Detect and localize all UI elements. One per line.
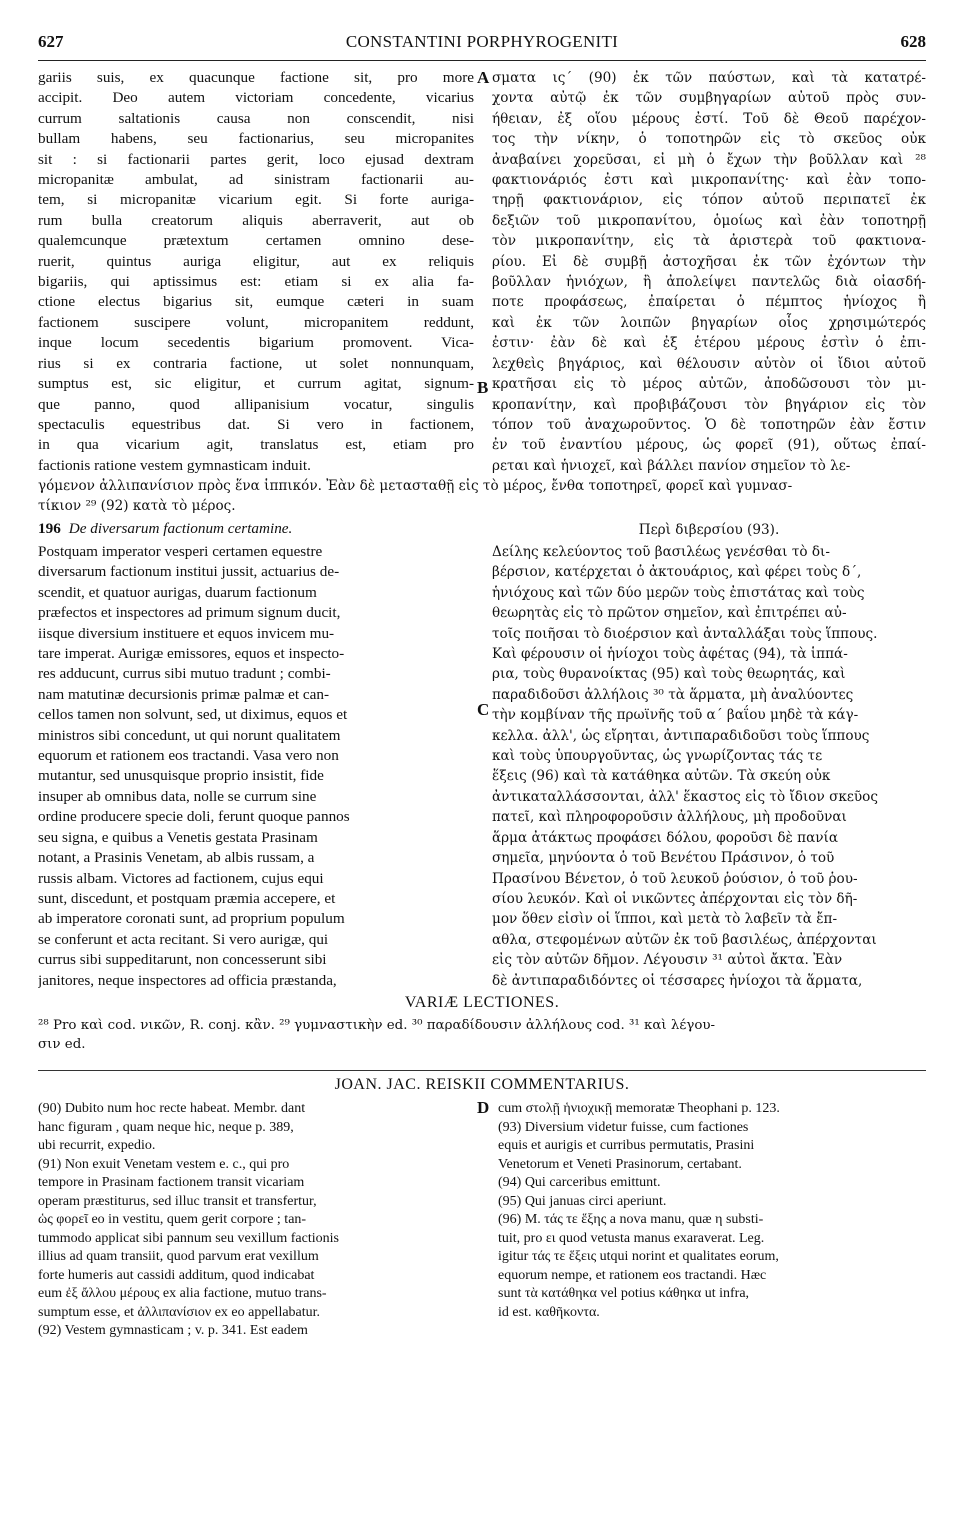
commentary-line: forte humeris aut cassidi additum, quod indicabat [38,1267,315,1283]
greek-line: Καὶ φέρουσιν οἱ ἡνίοχοι τοὺς ἀφέτας (94), τὰ ἱππά- [492,646,848,663]
latin-line: sunt, discedunt, et postquam præmia accepere, et [38,889,336,907]
latin-line: ruerit, quintus auriga eligitur, aut ex reliquis [38,252,474,270]
latin-line: se conferunt et acta recitant. Si vero aurigæ, qui [38,930,329,948]
greek-line: Πρασίνου Βένετον, ὁ τοῦ λευκοῦ ῥούσιον, ὁ τοῦ ῥου- [492,870,858,887]
latin-line: qualemcunque prætextum certamen omnino dese- [38,232,474,250]
greek-line: σματα ις΄ (90) ἐκ τῶν παύστων, καὶ τὰ κατατρέ- [492,70,926,86]
commentary-line: ubi recurrit, expedio. [38,1138,156,1153]
commentary-heading: JOAN. JAC. REISKII COMMENTARIUS. [334,1076,630,1093]
latin-column-bottom [38,542,474,991]
commentary-line: id est. καθῆκοντα. [498,1304,600,1320]
right-page-number: 628 [900,32,926,51]
margin-marker-b: B [477,378,489,397]
latin-line: bullam habens, seu factionarius, seu micropanites [38,130,474,148]
greek-line: χοντα αὐτῷ ἐκ τῶν συμβηγαρίων αὐτοῦ πρὸς συν- [492,90,926,107]
greek-line: Δείλης κελεύοντος τοῦ βασιλέως γενέσθαι τὸ δι- [492,544,830,560]
greek-line: φακτιονάριός ἐστι καὶ μικροπανίτης· καὶ ἐὰν τοπο- [492,172,926,189]
greek-line: τὴν κομβίναν τῆς πρωϊνῆς τοῦ α΄ βαΐου μηδὲ τὰ κάγ- [492,707,859,724]
section-number: 196 [38,520,61,537]
latin-line: janitores, neque inspectores ad officia præstanda, [38,971,337,989]
greek-full-width-continuation [38,476,926,517]
latin-line: currus sibi suppeditarunt, non concesserunt sibi [38,951,327,969]
margin-marker-a: A [477,68,490,87]
greek-line: ἐν τοῦ ἐναντίου μέρους, ὡς φορεῖ (91), οὕτως ἐπαί- [492,437,926,454]
commentary-line: (91) Non exuit Venetam vestem e. c., qui pro [38,1156,290,1172]
commentary-line: (90) Dubito num hoc recte habeat. Membr. dant [38,1101,306,1116]
latin-line: ctione electus bigarius sit, eumque cæteri in suam [38,293,474,311]
greek-line: ήθειαν, ἐξ οἵου μέρους ἐστί. Τοῦ δὲ Θεοῦ παρέχον- [492,110,926,127]
latin-line: seu signa, e quibus a Venetis gestata Prasinam [38,828,318,846]
divider-rule [38,1070,926,1071]
greek-line: δὲ ἀντιπαραδιδόντες οἱ τέσσαρες ἡνίοχοι τὰ ἅρματα, [492,972,863,989]
greek-line: ἅρμα ἀτάκτως προφάσει δόλου, φοροῦσι δὲ πανία [492,829,839,846]
latin-line: factionem suscipere volunt, micropanitem reddunt, [38,313,474,331]
latin-line: nam matutinæ decursionis primæ palmæ et can- [38,685,330,703]
greek-line: σημεῖα, μηνύοντα ὁ τοῦ Βενέτου Πράσινον, ὁ τοῦ [492,850,835,867]
latin-line: que panno, quod allipanisium vocatur, singulis [38,395,474,413]
section-heading-latin [38,520,292,538]
greek-line: δεξιῶν τοῦ μικροπανίτου, ὁμοίως καὶ ἐὰν τοποτηρῇ [492,212,926,229]
greek-line: ρίου. Εἰ δὲ συμβῇ ἀστοχῆσαι ἐκ τῶν ἐχόντων τὴν [492,253,926,270]
latin-line: iisque diversium instituere et equos invicem mu- [38,624,335,642]
latin-line: cellos tamen non solvunt, sed, ut diximus, equos et [38,706,348,724]
greek-line: ἐστιν· ἐὰν δὲ καὶ ἐξ ἑτέρου μέρους ἐστὶν ὁ ἐπι- [492,335,926,352]
margin-marker-c: C [477,700,490,719]
variae-lectiones-notes [38,1016,926,1054]
latin-line: notant, a Prasinis Venetam, ab albis russam, a [38,849,315,867]
commentary-line: equis et aurigis et curribus permutatis, Prasini [498,1138,755,1153]
greek-line: τος τὴν νίκην, ὁ τοποτηρῶν εἰς τὸ σκεῦος οὐκ [492,131,926,148]
commentary-line: Venetorum et Veneti Prasinorum, certabant. [498,1156,742,1172]
latin-line: bigariis, qui aptissimus est: etiam si ex alia fa- [38,273,474,291]
greek-line: βέρσιον, κατέρχεται ὁ ἀκτουάριος, καὶ φέρει τοὺς δ΄, [492,564,862,581]
greek-line: παραδιδοῦσι ἀλλήλοις ³⁰ τὰ ἅρματα, μὴ ἀναλύοντες [492,686,854,703]
latin-line: ministros sibi concedunt, ut qui norunt qualitatem [38,726,341,744]
greek-line: ρεται καὶ ἡνιοχεῖ, καὶ βάλλει πανίον σημεῖον τὸ λε- [492,457,851,474]
greek-line: ἡνιόχους καὶ τῶν δύο μερῶν τοὺς ἐπιστάτας καὶ τοὺς [492,584,865,601]
greek-line: κροπανίτην, καὶ προβιβάζουσι τὸν βηγάριον εἰς τὸν [492,396,926,413]
latin-line: diversarum factionum institui jussit, actuarius de- [38,563,340,581]
commentary-line: cum στολῇ ἡνιοχικῇ memoratæ Theophani p. 123. [498,1101,780,1116]
commentary-left-column [38,1100,470,1341]
greek-line: τὸν μικροπανίτην, εἰς τὰ ἀριστερὰ τοῦ φακτιονα- [492,233,926,250]
latin-line: tare imperat. Aurigæ emissores, equos et inspecto- [38,645,345,663]
commentary-line: tempore in Prasinam factionem transit vicariam [38,1175,305,1190]
greek-line: καὶ ἐκ τῶν λοιπῶν βηγαρίων οἷος χρησιμώτερός [492,314,926,331]
commentary-right-column [498,1100,926,1322]
commentary-line: sunt τὰ κατάθηκα vel potius κάθηκα ut infra, [498,1286,750,1301]
commentary-line: (94) Qui carceribus emittunt. [498,1175,661,1190]
greek-line: κελλα. ἀλλ', ὡς εἴρηται, ἀντιπαραδιδοῦσι τοὺς ἵππους [492,727,870,744]
greek-line: κρατῆσαι εἰς τὸ μέρος αὐτῶν, ἀποδῶσουσι τὸν μι- [492,376,926,393]
latin-line: sumptus est, sic eligitur, et currum agitat, signum- [38,375,474,393]
section-title-greek: Περὶ διβερσίου (93). [638,522,780,538]
latin-line: scendit, et quatuor aurigas, duarum factionum [38,583,317,601]
greek-full-line: γόμενον ἀλλιπανίσιον πρὸς ἕνα ἱππικόν. Ἐὰν δὲ μετασταθῇ εἰς τὸ μέρος, ἔνθα τοποτηρεῖ, φορεῖ καὶ γυμνασ- [38,478,793,494]
greek-line: ἀναβαίνει χορεῦσαι, εἰ μὴ ὁ ἔχων τὴν βοῦλλαν καὶ ²⁸ [492,151,926,168]
latin-line: insuper ab omnibus data, nolle se currum sine [38,787,317,805]
latin-line: ab imperatore coronati sunt, ad proprium populum [38,910,345,928]
latin-line: inque locum secedentis bigarium promovent. Vica- [38,334,474,352]
section-title-latin: De diversarum factionum certamine. [68,520,293,537]
greek-line: αθλα, στεφομένων αὐτῶν ἐκ τοῦ βασιλέως, ἀπέρχονται [492,931,877,948]
latin-line: ordine producere specie doli, ferunt quoque pannos [38,808,350,826]
latin-line: russis albam. Victores ad factionem, cujus equi [38,869,324,887]
greek-line: τηρῇ φακτιονάριον, εἰς τόπον αὐτοῦ περιπατεῖ ἐκ [492,192,926,209]
commentary-line: equorum nempe, et rationem eos tractandi. Hæc [498,1267,767,1283]
commentary-line: (96) M. τάς τε ἕξης a nova manu, quæ η substi- [498,1212,764,1227]
variae-line: σιν ed. [38,1037,86,1052]
left-page-number: 627 [38,32,64,51]
greek-line: ἀντικαταλλάσσονται, ἀλλ' ἕκαστος εἰς τὸ ἴδιον σκεῦος [492,788,878,805]
greek-line: λεχθεὶς βηγάριος, καὶ θέλουσιν αὐτὸν οἱ ἴδιοι αὐτοῦ [492,355,926,372]
greek-line: ποτε προφάσεως, ἐπαίρεται ὁ πέμπτος ἡνίοχος ἢ [492,294,926,311]
greek-full-line: τίκιον ²⁹ (92) κατὰ τὸ μέρος. [38,498,236,515]
latin-line: equorum et rationem eos tractandi. Vasa vero non [38,747,339,765]
commentary-line: (93) Diversium videtur fuisse, cum factiones [498,1119,749,1135]
commentary-line: hanc figuram , quam neque hic, neque p. 389, [38,1119,294,1135]
greek-line: βοῦλλαν ἡνιόχων, ἢ ἀπολείψει παντελῶς διὰ οἱασδή- [492,274,926,291]
greek-line: ρια, τοὺς θυρανοίκτας (95) καὶ τοὺς θεωρητάς, καὶ [492,666,846,683]
margin-marker-d: D [477,1098,490,1117]
greek-line: εἰς τὸν αὐτῶν δῆμον. Λέγουσιν ³¹ αὐτοὶ ἄκτα. Ἐὰν [492,952,843,969]
variae-line: ²⁸ Pro καὶ cod. νικῶν, R. conj. κἂν. ²⁹ γυμναστικὴν ed. ³⁰ παραδίδουσιν ἀλλήλους cod. ³¹ καὶ λέγου- [38,1018,716,1033]
commentary-line: operam præstiturus, sed illuc transit et transfertur, [38,1193,317,1209]
latin-line: sit : si factionarii partes gerit, loco ejusad dextram [38,150,474,168]
greek-line: καὶ τοὺς ὑπουργοῦντας, ὡς γνωρίζοντας τάς τε [492,748,823,765]
commentary-line: tuit, pro ει quod vetusta manus exaraverat. Leg. [498,1230,765,1246]
latin-line: in qua vicarium agit, translatus est, etiam pro [38,436,474,454]
commentary-line: tummodo applicat sibi pannum seu vexillum factionis [38,1230,339,1246]
latin-line: accipit. Deo autem victoriam concedente, vicarius [38,89,474,107]
greek-line: σίου λευκόν. Καὶ οἱ νικῶντες ἀπέρχονται εἰς τὸν δῆ- [492,890,858,907]
greek-line: πατεῖ, καὶ πληροφοροῦσιν ἀλλήλους, μὴ προδοῦναι [492,809,847,826]
latin-line: gariis suis, ex quacunque factione sit, pro more [38,69,474,86]
latin-column-top [38,68,474,476]
latin-line: rius si ex contraria factione, ut solet nonnunquam, [38,354,474,372]
latin-line: spectaculis equestribus dat. Si vero in factionem, [38,415,474,433]
latin-line: Postquam imperator vesperi certamen equestre [38,543,323,560]
latin-line: micropanitæ ambulat, ad sinistram factionarii au- [38,171,474,189]
commentary-line: (92) Vestem gymnasticam ; v. p. 341. Est eadem [38,1323,308,1338]
commentary-line: sumptum esse, et ἀλλιπανίσιον ex eo appellabatur. [38,1304,321,1320]
commentary-line: ὡς φορεῖ eo in vestitu, quem gerit corpore ; tan- [38,1212,307,1227]
greek-line: θεωρητὰς εἰς τὸ πρῶτον σημεῖον, καὶ ἐπιτρέπει αὐ- [492,605,847,622]
latin-line: rum bulla creatorum aliquis aberraverit, aut ob [38,211,474,229]
latin-line: factionis ratione vestem gymnasticam induit. [38,456,311,474]
greek-column-bottom [492,542,926,991]
greek-line: ἕξεις (96) καὶ τὰ κατάθηκα αὐτῶν. Τὰ σκεύη οὐκ [492,768,831,785]
page-header [38,32,926,61]
running-title: CONSTANTINI PORPHYROGENITI [345,32,619,51]
latin-line: res adducunt, currus sibi mutuo tradunt ; combi- [38,665,331,683]
greek-line: τοῖς ποιῆσαι τὸ διοέρσιον καὶ ἀνταλλάξαι τοὺς ἵππους. [492,625,878,642]
latin-line: mutantur, sed unusquisque proprio insistit, fide [38,767,324,785]
greek-column-top [492,68,926,476]
commentary-line: igitur τάς τε ἕξεις utqui norint et qualitates eorum, [498,1249,779,1264]
commentary-line: eum ἐξ ἄλλου μέρους ex alia factione, mutuo trans- [38,1286,327,1301]
variae-lectiones-heading: VARIÆ LECTIONES. [404,994,560,1011]
commentary-line: illius ad quam transiit, quod parvum erat vexillum [38,1249,319,1264]
greek-line: τόπον τοῦ ἀναχωροῦντος. Ὁ δὲ τοποτηρῶν ἐὰν ἔστιν [492,416,926,433]
latin-line: currum saltationis causa non conscendit, nisi [38,109,474,127]
latin-line: præfectos et inspectores ad primum signum ducit, [38,604,341,622]
latin-line: tem, si micropanitæ vicarium egit. Si forte auriga- [38,191,474,209]
greek-line: μον ὅθεν εἰσὶν οἱ ἵπποι, καὶ μετὰ τὸ λαβεῖν τὰ ἔπ- [492,911,838,928]
commentary-line: (95) Qui januas circi aperiunt. [498,1193,667,1209]
